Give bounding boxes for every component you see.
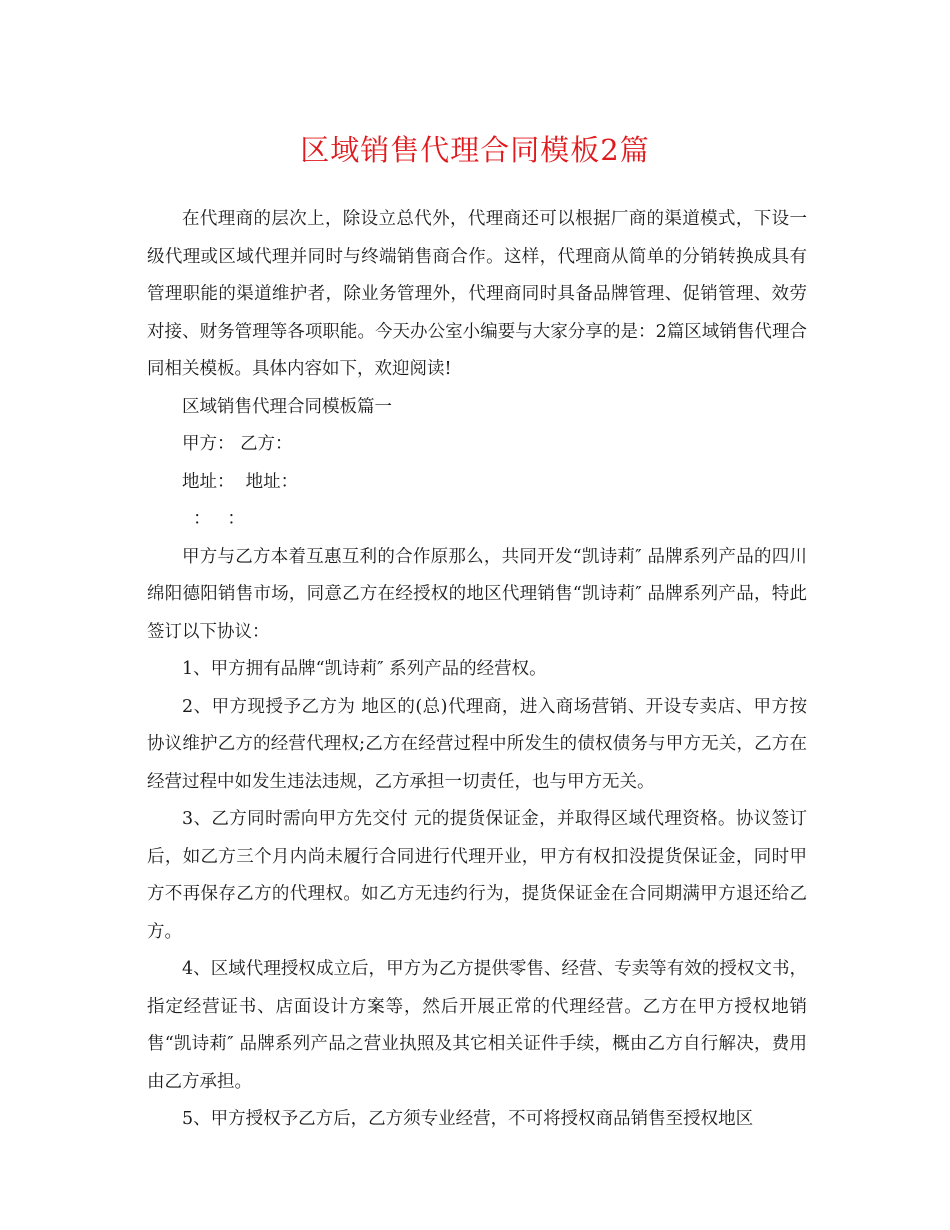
clause-5: 5、甲方授权予乙方后，乙方须专业经营，不可将授权商品销售至授权地区 (182, 1109, 754, 1129)
blank-field-line: ： ： (182, 509, 245, 529)
agreement-paragraph: 甲方与乙方本着互惠互利的合作原那么，共同开发“凯诗莉″ 品牌系列产品的四川绵阳德阳销售市场，同意乙方在经授权的地区代理销售“凯诗莉″ 品牌系列产品，特此签订以下协议： (147, 546, 807, 642)
clause-3: 3、乙方同时需向甲方先交付 元的提货保证金，并取得区域代理资格。协议签订后，如乙方三个月内尚未履行合同进行代理开业，甲方有权扣没提货保证金，同时甲方不再保存乙方的代理权。如乙方无违约行为，提货保证金在合同期满甲方退还给乙方。 (147, 809, 807, 942)
clause-2: 2、甲方现授予乙方为 地区的(总)代理商，进入商场营销、开设专卖店、甲方按协议维护乙方的经营代理权;乙方在经营过程中所发生的债权债务与甲方无关，乙方在经营过程中如发生违法违规，乙方承担一切责任，也与甲方无关。 (147, 696, 807, 792)
clause-4: 4、区域代理授权成立后，甲方为乙方提供零售、经营、专卖等有效的授权文书，指定经营证书、店面设计方案等，然后开展正常的代理经营。乙方在甲方授权地销售“凯诗莉″ 品牌系列产品之营业执照及其它相关证件手续，概由乙方自行解决，费用由乙方承担。 (147, 959, 807, 1092)
clause-1: 1、甲方拥有品牌“凯诗莉″ 系列产品的经营权。 (182, 659, 547, 679)
address-line: 地址： 地址： (182, 471, 299, 492)
document-title: 区域销售代理合同模板2篇 (300, 133, 650, 167)
intro-paragraph: 在代理商的层次上，除设立总代外，代理商还可以根据厂商的渠道模式，下设一级代理或区域代理并同时与终端销售商合作。这样，代理商从简单的分销转换成具有管理职能的渠道维护者，除业务管理外，代理商同时具备品牌管理、促销管理、效劳对接、财务管理等各项职能。今天办公室小编要与大家分享的是：2篇区域销售代理合同相关模板。具体内容如下，欢迎阅读! (147, 209, 807, 379)
document-body (147, 201, 807, 1139)
party-line: 甲方： 乙方： (182, 434, 293, 454)
section-heading: 区域销售代理合同模板篇一 (182, 396, 392, 417)
